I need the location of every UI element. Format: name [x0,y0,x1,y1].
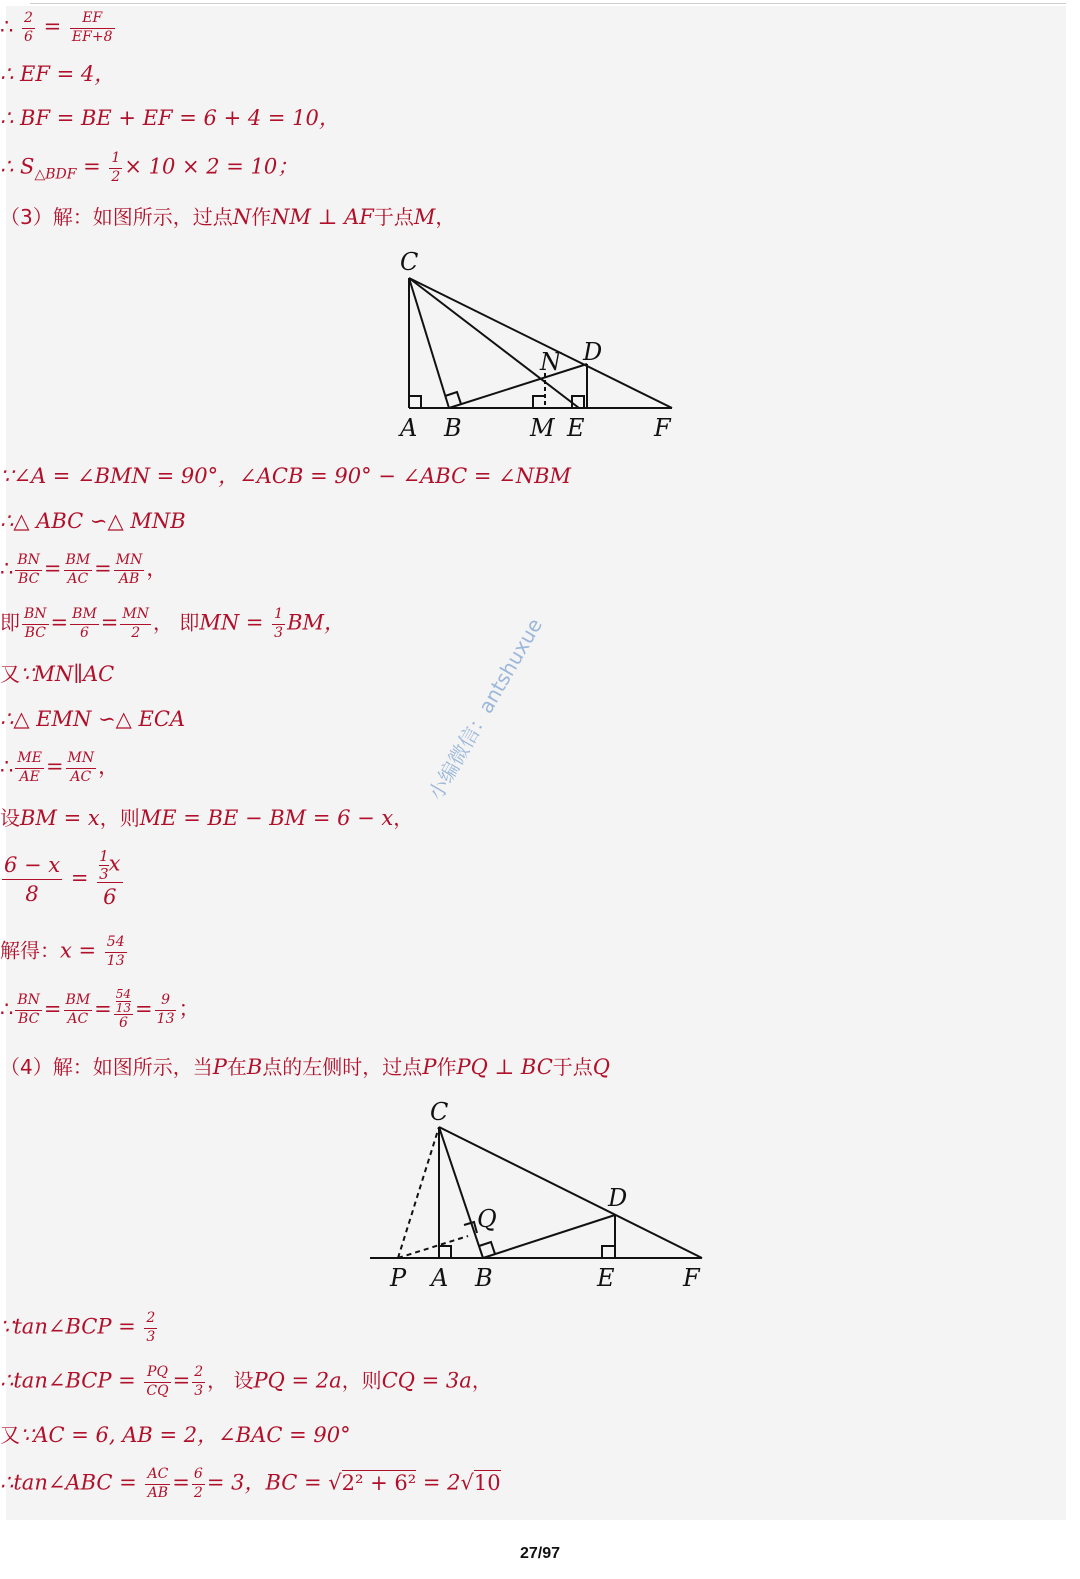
line-3: ∴ BF = BE + EF = 6 + 4 = 10， [0,106,340,130]
line-19: ∴tan∠BCP = $\frac{PQ}{CQ}$ = $\frac{2}{3}$ ， 设PQ = 2a，则CQ = 3a， [0,1364,492,1399]
line-14: $\frac{6 - x}{8}$ = $\frac{1}{3}$ x 6 [4,847,121,909]
watermark-text: 小编微信：antshuxue [423,614,547,804]
fig2-label-E: E [597,1264,615,1292]
line-1: ∴ $\frac{2}{6}$ = $\frac{EF}{EF+8}$ [0,10,113,45]
line-4: ∴ $S_{\triangle BDF}$ = $\frac{1}{2}$ × 10 × 2 = 10； [0,150,299,185]
line-15: 解得：x = $\frac{54}{13}$ [0,934,125,969]
page-number: 27/97 [519,1545,561,1562]
fig1-label-B: B [444,414,462,442]
fig2-label-P: P [390,1264,407,1292]
line-5: （3）解：如图所示，过点N作NM ⊥ AF于点M， [0,205,456,229]
fig1-label-D: D [583,338,603,366]
fig1-label-F: F [654,414,671,442]
fig1-label-E: E [567,414,585,442]
line-9: 即 $\frac{BN}{BC}$ = $\frac{BM}{6}$ = $\frac{MN}{2}$ ， 即MN = $\frac{1}{3}$ BM， [0,606,346,641]
line-16: ∴ $\frac{BN}{BC}$ = $\frac{BM}{AC}$ = $\frac{\frac{54}{13}}{6}$ = $\frac{9}{13}$ ； [0,987,200,1032]
line-8: ∴ $\frac{BN}{BC}$ = $\frac{BM}{AC}$ = $\frac{MN}{AB}$ ， [0,552,168,587]
line-12: ∴ $\frac{ME}{AE}$ = $\frac{MN}{AC}$ ， [0,750,120,785]
fig1-label-A: A [400,414,418,442]
line-13: 设BM = x，则ME = BE − BM = 6 − x， [0,806,414,830]
fig1-label-M: M [530,414,555,442]
line-20: 又∵AC = 6, AB = 2，∠BAC = 90° [0,1423,351,1447]
fig1-label-C: C [400,248,419,276]
line-17: （4）解：如图所示，当P在B点的左侧时，过点P作PQ ⊥ BC于点Q [0,1055,611,1079]
fig2-label-D: D [608,1184,628,1212]
fig2-label-F: F [683,1264,700,1292]
fig2-label-B: B [475,1264,493,1292]
line-11: ∴△ EMN ∽△ ECA [0,707,186,731]
fig2-label-A: A [431,1264,449,1292]
line-7: ∴△ ABC ∽△ MNB [0,509,186,533]
top-rule [30,3,1066,4]
fig2-label-Q: Q [477,1205,497,1233]
fig2-label-C: C [430,1098,449,1126]
figure-2-diagram [360,1090,720,1300]
line-21: ∴tan∠ABC = $\frac{AC}{AB}$ = $\frac{6}{2}$ = 3，BC = √2² + 6² = 2√10 [0,1466,501,1501]
line-18: ∵tan∠BCP = $\frac{2}{3}$ [0,1310,156,1345]
line-2: ∴ EF = 4， [0,62,116,86]
fig1-label-N: N [540,348,561,376]
figure-1-diagram [380,240,700,450]
line-6: ∵∠A = ∠BMN = 90°，∠ACB = 90° − ∠ABC = ∠NBM [0,464,572,488]
line-10: 又∵MN∥AC [0,662,115,686]
